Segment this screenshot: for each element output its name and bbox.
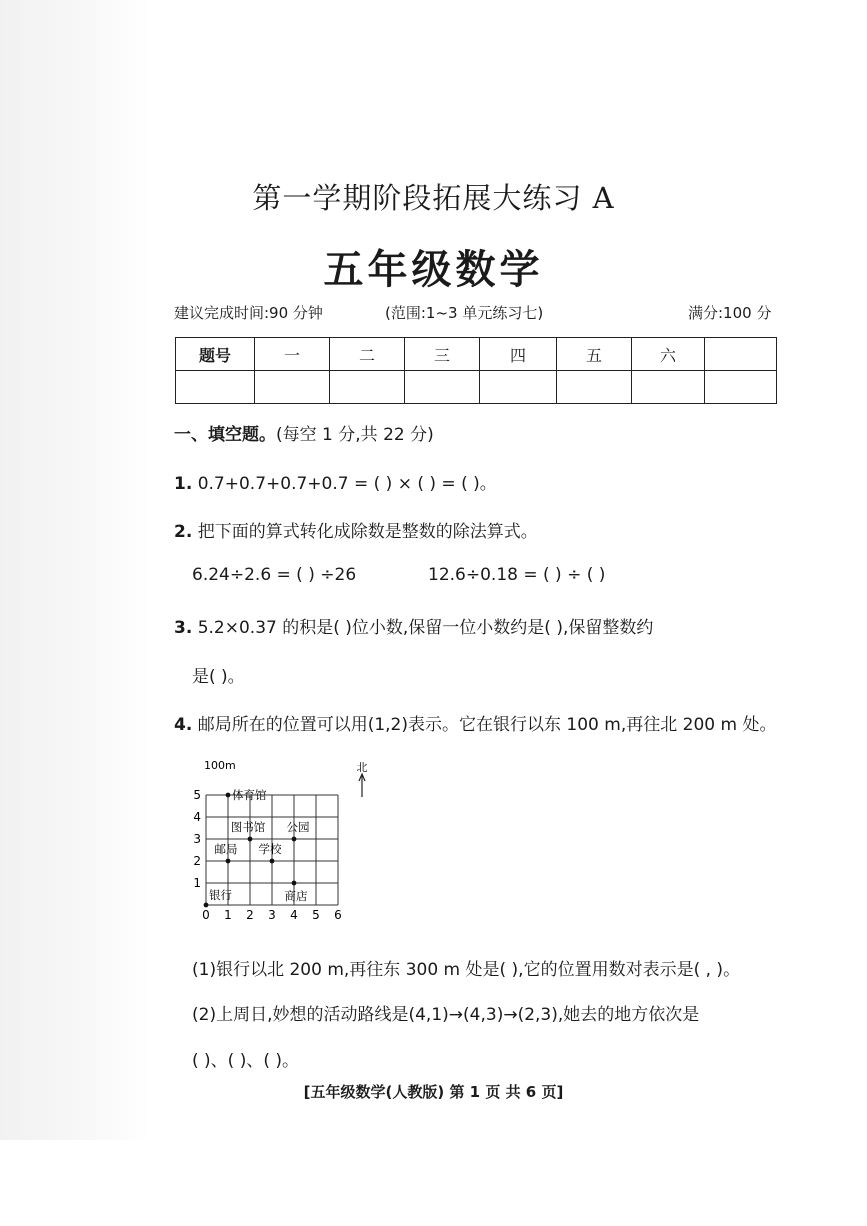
question-4-part-1: (1)银行以北 200 m,再往东 300 m 处是( ),它的位置用数对表示是( , )。 <box>192 960 741 980</box>
x-tick-label: 6 <box>334 908 342 922</box>
y-tick-label: 1 <box>193 876 201 890</box>
y-tick-label: 4 <box>193 810 201 824</box>
question-number: 2. <box>174 522 193 542</box>
question-number: 4. <box>174 715 193 735</box>
place-label: 邮局 <box>214 842 238 856</box>
score-cell[interactable] <box>632 371 705 404</box>
score-cell[interactable] <box>176 371 255 404</box>
suggested-time: 建议完成时间:90 分钟 <box>174 304 323 322</box>
exam-title: 第一学期阶段拓展大练习 A <box>252 181 615 215</box>
question-text: 邮局所在的位置可以用(1,2)表示。它在银行以东 100 m,再往北 200 m 处。 <box>197 715 777 735</box>
scale-label: 100m <box>204 759 236 772</box>
place-marker <box>292 881 297 886</box>
place-marker <box>270 859 275 864</box>
place-marker <box>226 859 231 864</box>
place-label: 银行 <box>209 888 232 902</box>
place-label: 商店 <box>284 889 308 903</box>
place-marker <box>226 793 231 798</box>
place-label: 学校 <box>258 842 282 856</box>
score-header-cell <box>705 338 777 371</box>
place-label: 体育馆 <box>232 788 267 802</box>
question-3-continued: 是( )。 <box>192 667 245 687</box>
exam-subtitle: 五年级数学 <box>323 247 544 293</box>
score-table <box>175 337 777 404</box>
place-marker <box>204 903 209 908</box>
x-tick-label: 2 <box>246 908 254 922</box>
score-cell[interactable] <box>330 371 405 404</box>
question-text: 5.2×0.37 的积是( )位小数,保留一位小数约是( ),保留整数约 <box>197 618 654 638</box>
score-table-score-row <box>176 371 777 404</box>
grid-svg <box>190 755 380 930</box>
score-table-header-row <box>176 338 777 371</box>
question-number: 1. <box>174 474 193 494</box>
score-cell[interactable] <box>705 371 777 404</box>
place-label: 公园 <box>286 820 310 834</box>
section-title: 一、填空题。 <box>174 425 276 445</box>
page-footer: [五年级数学(人教版) 第 1 页 共 6 页] <box>303 1083 564 1101</box>
full-score: 满分:100 分 <box>688 304 772 322</box>
x-tick-label: 4 <box>290 908 298 922</box>
score-header-cell: 四 <box>480 338 557 371</box>
score-header-cell: 六 <box>632 338 705 371</box>
question-2 <box>174 517 538 542</box>
y-tick-label: 5 <box>193 788 201 802</box>
exam-scope: (范围:1~3 单元练习七) <box>385 304 544 322</box>
score-cell[interactable] <box>255 371 330 404</box>
score-cell[interactable] <box>557 371 632 404</box>
x-tick-label: 0 <box>202 908 210 922</box>
score-header-cell: 题号 <box>176 338 255 371</box>
y-tick-label: 2 <box>193 854 201 868</box>
scan-shadow <box>0 0 150 1140</box>
x-tick-label: 5 <box>312 908 320 922</box>
score-header-cell: 一 <box>255 338 330 371</box>
score-header-cell: 三 <box>405 338 480 371</box>
question-2a: 6.24÷2.6 = ( ) ÷26 <box>192 565 357 585</box>
place-marker <box>248 837 253 842</box>
question-2b: 12.6÷0.18 = ( ) ÷ ( ) <box>428 565 606 585</box>
y-tick-label: 3 <box>193 832 201 846</box>
place-label: 图书馆 <box>230 820 266 834</box>
section-note: (每空 1 分,共 22 分) <box>276 425 434 445</box>
question-1 <box>174 469 497 494</box>
x-tick-label: 1 <box>224 908 232 922</box>
score-cell[interactable] <box>480 371 557 404</box>
question-4 <box>174 710 776 735</box>
question-4-part-2: (2)上周日,妙想的活动路线是(4,1)→(4,3)→(2,3),她去的地方依次是 <box>192 1005 700 1025</box>
section-heading <box>174 420 434 445</box>
north-label: 北 <box>356 761 368 774</box>
place-marker <box>292 837 297 842</box>
question-text: 把下面的算式转化成除数是整数的除法算式。 <box>197 522 538 542</box>
question-number: 3. <box>174 618 193 638</box>
score-cell[interactable] <box>405 371 480 404</box>
score-header-cell: 二 <box>330 338 405 371</box>
question-text: 0.7+0.7+0.7+0.7 = ( ) × ( ) = ( )。 <box>197 474 497 494</box>
location-grid-chart <box>190 755 380 934</box>
question-4-part-2-answers: ( )、( )、( )。 <box>192 1051 300 1071</box>
x-tick-label: 3 <box>268 908 276 922</box>
question-3 <box>174 613 653 638</box>
score-header-cell: 五 <box>557 338 632 371</box>
